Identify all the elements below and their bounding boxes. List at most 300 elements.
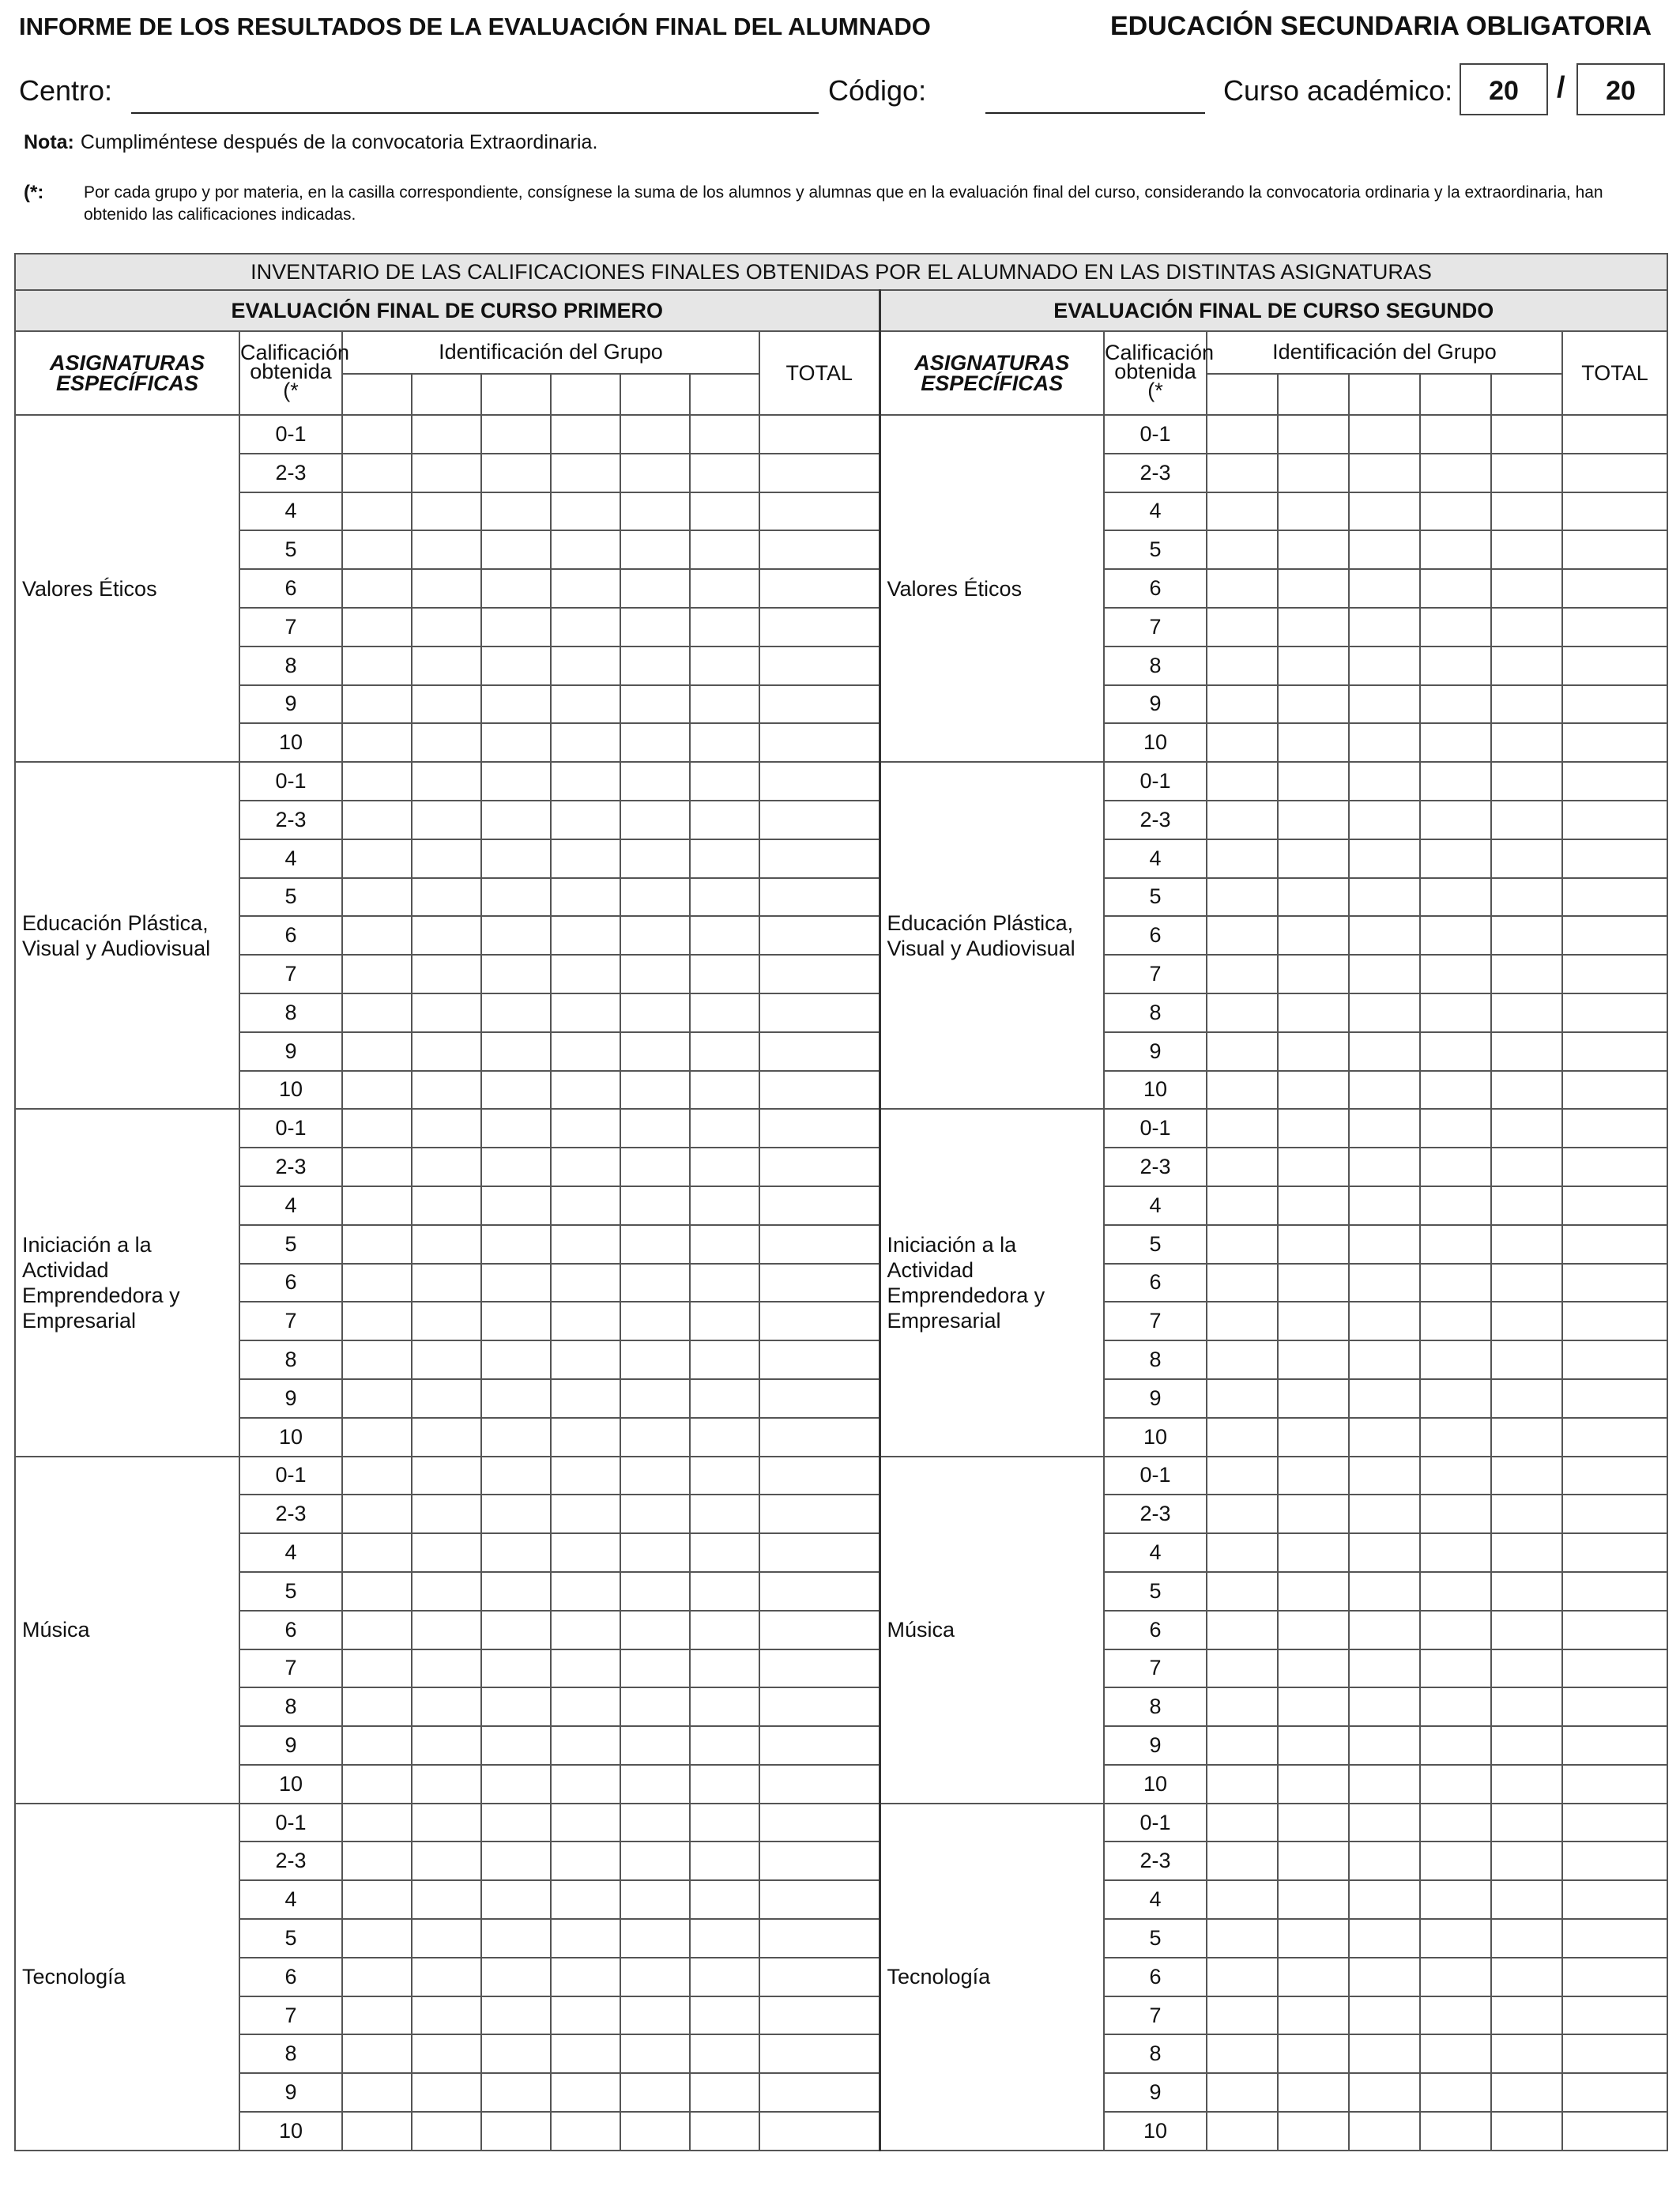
- total-cell[interactable]: [759, 1148, 880, 1186]
- count-cell[interactable]: [1278, 1726, 1349, 1765]
- count-cell[interactable]: [1420, 569, 1491, 608]
- count-cell[interactable]: [412, 878, 481, 917]
- count-cell[interactable]: [551, 1186, 620, 1225]
- count-cell[interactable]: [481, 1572, 551, 1611]
- group-id-cell[interactable]: [690, 374, 759, 415]
- count-cell[interactable]: [690, 1379, 759, 1418]
- count-cell[interactable]: [481, 1340, 551, 1379]
- count-cell[interactable]: [481, 454, 551, 492]
- count-cell[interactable]: [1278, 1071, 1349, 1110]
- count-cell[interactable]: [342, 1340, 412, 1379]
- count-cell[interactable]: [412, 1340, 481, 1379]
- count-cell[interactable]: [551, 723, 620, 762]
- count-cell[interactable]: [1278, 723, 1349, 762]
- count-cell[interactable]: [1420, 1958, 1491, 1996]
- count-cell[interactable]: [1207, 1186, 1278, 1225]
- count-cell[interactable]: [481, 839, 551, 878]
- count-cell[interactable]: [1207, 492, 1278, 531]
- count-cell[interactable]: [1420, 1109, 1491, 1148]
- total-cell[interactable]: [759, 1958, 880, 1996]
- total-cell[interactable]: [1562, 955, 1667, 993]
- count-cell[interactable]: [620, 1032, 690, 1071]
- count-cell[interactable]: [1278, 1148, 1349, 1186]
- total-cell[interactable]: [759, 993, 880, 1032]
- count-cell[interactable]: [1278, 1225, 1349, 1264]
- count-cell[interactable]: [481, 415, 551, 454]
- count-cell[interactable]: [412, 1765, 481, 1804]
- count-cell[interactable]: [1420, 2073, 1491, 2112]
- count-cell[interactable]: [1207, 1996, 1278, 2035]
- count-cell[interactable]: [1349, 993, 1420, 1032]
- count-cell[interactable]: [1491, 1611, 1562, 1649]
- count-cell[interactable]: [1278, 878, 1349, 917]
- count-cell[interactable]: [690, 1071, 759, 1110]
- count-cell[interactable]: [1349, 1109, 1420, 1148]
- count-cell[interactable]: [481, 916, 551, 955]
- count-cell[interactable]: [690, 1418, 759, 1457]
- count-cell[interactable]: [620, 1919, 690, 1958]
- total-cell[interactable]: [759, 1996, 880, 2035]
- count-cell[interactable]: [1420, 916, 1491, 955]
- count-cell[interactable]: [1491, 685, 1562, 724]
- total-cell[interactable]: [759, 2034, 880, 2073]
- count-cell[interactable]: [551, 1071, 620, 1110]
- group-id-cell[interactable]: [620, 374, 690, 415]
- count-cell[interactable]: [481, 1996, 551, 2035]
- count-cell[interactable]: [1207, 1418, 1278, 1457]
- count-cell[interactable]: [620, 492, 690, 531]
- count-cell[interactable]: [1491, 839, 1562, 878]
- total-cell[interactable]: [759, 1687, 880, 1726]
- total-cell[interactable]: [1562, 1919, 1667, 1958]
- count-cell[interactable]: [1207, 1225, 1278, 1264]
- count-cell[interactable]: [481, 1186, 551, 1225]
- total-cell[interactable]: [759, 1418, 880, 1457]
- count-cell[interactable]: [481, 1687, 551, 1726]
- count-cell[interactable]: [1420, 1225, 1491, 1264]
- count-cell[interactable]: [1491, 454, 1562, 492]
- count-cell[interactable]: [1349, 1379, 1420, 1418]
- count-cell[interactable]: [551, 1302, 620, 1340]
- count-cell[interactable]: [412, 955, 481, 993]
- total-cell[interactable]: [1562, 1572, 1667, 1611]
- count-cell[interactable]: [481, 1457, 551, 1495]
- total-cell[interactable]: [759, 530, 880, 569]
- total-cell[interactable]: [1562, 2073, 1667, 2112]
- total-cell[interactable]: [1562, 1379, 1667, 1418]
- count-cell[interactable]: [1491, 1302, 1562, 1340]
- total-cell[interactable]: [759, 801, 880, 839]
- count-cell[interactable]: [620, 608, 690, 647]
- count-cell[interactable]: [690, 1919, 759, 1958]
- total-cell[interactable]: [759, 1340, 880, 1379]
- count-cell[interactable]: [1278, 1032, 1349, 1071]
- count-cell[interactable]: [551, 878, 620, 917]
- total-cell[interactable]: [759, 1109, 880, 1148]
- count-cell[interactable]: [1278, 1804, 1349, 1842]
- group-id-cell[interactable]: [1420, 374, 1491, 415]
- count-cell[interactable]: [1207, 1572, 1278, 1611]
- count-cell[interactable]: [1420, 723, 1491, 762]
- total-cell[interactable]: [759, 1225, 880, 1264]
- count-cell[interactable]: [1420, 1533, 1491, 1572]
- count-cell[interactable]: [1349, 454, 1420, 492]
- count-cell[interactable]: [412, 1958, 481, 1996]
- total-cell[interactable]: [1562, 1804, 1667, 1842]
- count-cell[interactable]: [690, 801, 759, 839]
- count-cell[interactable]: [481, 955, 551, 993]
- count-cell[interactable]: [690, 1765, 759, 1804]
- total-cell[interactable]: [759, 1457, 880, 1495]
- count-cell[interactable]: [342, 1032, 412, 1071]
- count-cell[interactable]: [551, 1109, 620, 1148]
- count-cell[interactable]: [690, 1842, 759, 1880]
- total-cell[interactable]: [1562, 492, 1667, 531]
- group-id-cell[interactable]: [412, 374, 481, 415]
- count-cell[interactable]: [342, 1649, 412, 1688]
- count-cell[interactable]: [1349, 1071, 1420, 1110]
- count-cell[interactable]: [551, 647, 620, 685]
- count-cell[interactable]: [1349, 762, 1420, 801]
- count-cell[interactable]: [1207, 1958, 1278, 1996]
- total-cell[interactable]: [1562, 1880, 1667, 1919]
- count-cell[interactable]: [342, 569, 412, 608]
- count-cell[interactable]: [1420, 878, 1491, 917]
- count-cell[interactable]: [1420, 415, 1491, 454]
- count-cell[interactable]: [412, 569, 481, 608]
- count-cell[interactable]: [481, 569, 551, 608]
- count-cell[interactable]: [1207, 415, 1278, 454]
- count-cell[interactable]: [1278, 1533, 1349, 1572]
- total-cell[interactable]: [1562, 1996, 1667, 2035]
- count-cell[interactable]: [1420, 1842, 1491, 1880]
- count-cell[interactable]: [690, 1687, 759, 1726]
- count-cell[interactable]: [1207, 955, 1278, 993]
- count-cell[interactable]: [412, 839, 481, 878]
- count-cell[interactable]: [1278, 569, 1349, 608]
- count-cell[interactable]: [342, 1765, 412, 1804]
- count-cell[interactable]: [690, 993, 759, 1032]
- count-cell[interactable]: [1349, 1148, 1420, 1186]
- count-cell[interactable]: [342, 415, 412, 454]
- total-cell[interactable]: [759, 1649, 880, 1688]
- total-cell[interactable]: [759, 415, 880, 454]
- count-cell[interactable]: [1491, 878, 1562, 917]
- count-cell[interactable]: [620, 1996, 690, 2035]
- count-cell[interactable]: [551, 415, 620, 454]
- count-cell[interactable]: [690, 530, 759, 569]
- count-cell[interactable]: [1278, 685, 1349, 724]
- count-cell[interactable]: [620, 1418, 690, 1457]
- count-cell[interactable]: [1491, 2073, 1562, 2112]
- count-cell[interactable]: [551, 1958, 620, 1996]
- count-cell[interactable]: [1278, 1687, 1349, 1726]
- count-cell[interactable]: [620, 454, 690, 492]
- count-cell[interactable]: [1207, 2034, 1278, 2073]
- count-cell[interactable]: [551, 1340, 620, 1379]
- count-cell[interactable]: [1278, 1186, 1349, 1225]
- count-cell[interactable]: [690, 1611, 759, 1649]
- count-cell[interactable]: [342, 1572, 412, 1611]
- count-cell[interactable]: [1491, 1996, 1562, 2035]
- count-cell[interactable]: [690, 1109, 759, 1148]
- count-cell[interactable]: [620, 993, 690, 1032]
- total-cell[interactable]: [1562, 1687, 1667, 1726]
- count-cell[interactable]: [551, 1572, 620, 1611]
- count-cell[interactable]: [1278, 1457, 1349, 1495]
- count-cell[interactable]: [412, 2112, 481, 2151]
- group-id-cell[interactable]: [1349, 374, 1420, 415]
- count-cell[interactable]: [690, 762, 759, 801]
- total-cell[interactable]: [759, 2073, 880, 2112]
- count-cell[interactable]: [481, 1264, 551, 1302]
- count-cell[interactable]: [1349, 1418, 1420, 1457]
- count-cell[interactable]: [1207, 839, 1278, 878]
- count-cell[interactable]: [620, 1071, 690, 1110]
- count-cell[interactable]: [1207, 1340, 1278, 1379]
- count-cell[interactable]: [1207, 1842, 1278, 1880]
- count-cell[interactable]: [342, 1225, 412, 1264]
- count-cell[interactable]: [551, 993, 620, 1032]
- count-cell[interactable]: [620, 955, 690, 993]
- count-cell[interactable]: [1491, 1880, 1562, 1919]
- count-cell[interactable]: [1207, 1611, 1278, 1649]
- count-cell[interactable]: [1349, 723, 1420, 762]
- count-cell[interactable]: [1349, 1032, 1420, 1071]
- count-cell[interactable]: [1420, 1418, 1491, 1457]
- total-cell[interactable]: [759, 1186, 880, 1225]
- count-cell[interactable]: [1278, 415, 1349, 454]
- count-cell[interactable]: [690, 1880, 759, 1919]
- count-cell[interactable]: [342, 1148, 412, 1186]
- count-cell[interactable]: [690, 1572, 759, 1611]
- count-cell[interactable]: [1420, 1880, 1491, 1919]
- count-cell[interactable]: [551, 530, 620, 569]
- count-cell[interactable]: [412, 801, 481, 839]
- count-cell[interactable]: [1420, 2112, 1491, 2151]
- count-cell[interactable]: [1491, 1495, 1562, 1533]
- count-cell[interactable]: [620, 1842, 690, 1880]
- count-cell[interactable]: [690, 1495, 759, 1533]
- count-cell[interactable]: [620, 1148, 690, 1186]
- total-cell[interactable]: [759, 1611, 880, 1649]
- count-cell[interactable]: [1420, 647, 1491, 685]
- count-cell[interactable]: [1349, 647, 1420, 685]
- count-cell[interactable]: [1349, 1225, 1420, 1264]
- count-cell[interactable]: [620, 1958, 690, 1996]
- total-cell[interactable]: [759, 878, 880, 917]
- count-cell[interactable]: [1491, 1032, 1562, 1071]
- count-cell[interactable]: [620, 2073, 690, 2112]
- count-cell[interactable]: [412, 1611, 481, 1649]
- count-cell[interactable]: [412, 608, 481, 647]
- count-cell[interactable]: [1207, 608, 1278, 647]
- count-cell[interactable]: [1207, 1726, 1278, 1765]
- total-cell[interactable]: [1562, 1302, 1667, 1340]
- count-cell[interactable]: [1349, 1264, 1420, 1302]
- count-cell[interactable]: [620, 1726, 690, 1765]
- count-cell[interactable]: [620, 878, 690, 917]
- count-cell[interactable]: [551, 1225, 620, 1264]
- count-cell[interactable]: [620, 415, 690, 454]
- count-cell[interactable]: [1278, 1765, 1349, 1804]
- count-cell[interactable]: [481, 723, 551, 762]
- count-cell[interactable]: [551, 569, 620, 608]
- total-cell[interactable]: [759, 492, 880, 531]
- total-cell[interactable]: [1562, 1958, 1667, 1996]
- count-cell[interactable]: [620, 1533, 690, 1572]
- count-cell[interactable]: [481, 1418, 551, 1457]
- count-cell[interactable]: [412, 1148, 481, 1186]
- total-cell[interactable]: [1562, 1457, 1667, 1495]
- count-cell[interactable]: [1278, 1611, 1349, 1649]
- count-cell[interactable]: [620, 1765, 690, 1804]
- count-cell[interactable]: [412, 1687, 481, 1726]
- count-cell[interactable]: [1420, 1804, 1491, 1842]
- count-cell[interactable]: [551, 1842, 620, 1880]
- count-cell[interactable]: [1349, 916, 1420, 955]
- total-cell[interactable]: [759, 1842, 880, 1880]
- count-cell[interactable]: [1207, 1379, 1278, 1418]
- count-cell[interactable]: [690, 569, 759, 608]
- count-cell[interactable]: [1207, 1457, 1278, 1495]
- count-cell[interactable]: [1278, 1340, 1349, 1379]
- total-cell[interactable]: [1562, 1533, 1667, 1572]
- count-cell[interactable]: [1491, 1264, 1562, 1302]
- count-cell[interactable]: [1207, 1071, 1278, 1110]
- count-cell[interactable]: [1349, 1880, 1420, 1919]
- count-cell[interactable]: [1278, 1418, 1349, 1457]
- total-cell[interactable]: [1562, 878, 1667, 917]
- count-cell[interactable]: [342, 1880, 412, 1919]
- total-cell[interactable]: [1562, 1495, 1667, 1533]
- count-cell[interactable]: [551, 1611, 620, 1649]
- count-cell[interactable]: [690, 878, 759, 917]
- total-cell[interactable]: [1562, 1611, 1667, 1649]
- count-cell[interactable]: [551, 1495, 620, 1533]
- count-cell[interactable]: [620, 1264, 690, 1302]
- count-cell[interactable]: [342, 1533, 412, 1572]
- centro-field[interactable]: [131, 112, 819, 114]
- year-end-box[interactable]: 20: [1576, 63, 1665, 115]
- count-cell[interactable]: [1420, 1148, 1491, 1186]
- count-cell[interactable]: [1207, 801, 1278, 839]
- year-start-box[interactable]: 20: [1460, 63, 1548, 115]
- count-cell[interactable]: [1491, 1687, 1562, 1726]
- count-cell[interactable]: [342, 608, 412, 647]
- count-cell[interactable]: [690, 1649, 759, 1688]
- count-cell[interactable]: [342, 1186, 412, 1225]
- count-cell[interactable]: [1207, 454, 1278, 492]
- count-cell[interactable]: [690, 955, 759, 993]
- total-cell[interactable]: [1562, 801, 1667, 839]
- count-cell[interactable]: [412, 530, 481, 569]
- count-cell[interactable]: [342, 1495, 412, 1533]
- count-cell[interactable]: [1491, 1726, 1562, 1765]
- count-cell[interactable]: [551, 839, 620, 878]
- total-cell[interactable]: [1562, 1340, 1667, 1379]
- total-cell[interactable]: [759, 454, 880, 492]
- count-cell[interactable]: [412, 1842, 481, 1880]
- count-cell[interactable]: [1420, 1687, 1491, 1726]
- count-cell[interactable]: [342, 1842, 412, 1880]
- count-cell[interactable]: [551, 916, 620, 955]
- total-cell[interactable]: [1562, 2034, 1667, 2073]
- count-cell[interactable]: [1491, 1071, 1562, 1110]
- count-cell[interactable]: [690, 1225, 759, 1264]
- count-cell[interactable]: [551, 801, 620, 839]
- total-cell[interactable]: [1562, 530, 1667, 569]
- count-cell[interactable]: [481, 608, 551, 647]
- count-cell[interactable]: [481, 1533, 551, 1572]
- total-cell[interactable]: [1562, 569, 1667, 608]
- count-cell[interactable]: [1491, 1649, 1562, 1688]
- codigo-field[interactable]: [985, 112, 1205, 114]
- count-cell[interactable]: [690, 839, 759, 878]
- count-cell[interactable]: [1420, 801, 1491, 839]
- total-cell[interactable]: [1562, 608, 1667, 647]
- count-cell[interactable]: [690, 492, 759, 531]
- count-cell[interactable]: [1207, 1109, 1278, 1148]
- count-cell[interactable]: [342, 2112, 412, 2151]
- count-cell[interactable]: [620, 1880, 690, 1919]
- total-cell[interactable]: [759, 955, 880, 993]
- count-cell[interactable]: [551, 762, 620, 801]
- count-cell[interactable]: [620, 801, 690, 839]
- count-cell[interactable]: [1278, 1996, 1349, 2035]
- count-cell[interactable]: [1278, 993, 1349, 1032]
- count-cell[interactable]: [342, 1687, 412, 1726]
- count-cell[interactable]: [1207, 916, 1278, 955]
- count-cell[interactable]: [1207, 1804, 1278, 1842]
- count-cell[interactable]: [690, 1340, 759, 1379]
- count-cell[interactable]: [1278, 2073, 1349, 2112]
- count-cell[interactable]: [412, 1457, 481, 1495]
- count-cell[interactable]: [1349, 878, 1420, 917]
- count-cell[interactable]: [342, 1611, 412, 1649]
- count-cell[interactable]: [1349, 1842, 1420, 1880]
- count-cell[interactable]: [620, 1649, 690, 1688]
- count-cell[interactable]: [1420, 492, 1491, 531]
- count-cell[interactable]: [1491, 1804, 1562, 1842]
- count-cell[interactable]: [412, 1996, 481, 2035]
- count-cell[interactable]: [620, 569, 690, 608]
- group-id-cell[interactable]: [1207, 374, 1278, 415]
- count-cell[interactable]: [412, 2073, 481, 2112]
- total-cell[interactable]: [759, 1726, 880, 1765]
- count-cell[interactable]: [481, 1919, 551, 1958]
- count-cell[interactable]: [1491, 762, 1562, 801]
- count-cell[interactable]: [1491, 1340, 1562, 1379]
- count-cell[interactable]: [1349, 1919, 1420, 1958]
- count-cell[interactable]: [342, 801, 412, 839]
- count-cell[interactable]: [1491, 1842, 1562, 1880]
- total-cell[interactable]: [1562, 647, 1667, 685]
- count-cell[interactable]: [412, 1649, 481, 1688]
- count-cell[interactable]: [1420, 1032, 1491, 1071]
- count-cell[interactable]: [342, 492, 412, 531]
- count-cell[interactable]: [690, 723, 759, 762]
- count-cell[interactable]: [342, 1726, 412, 1765]
- count-cell[interactable]: [481, 530, 551, 569]
- count-cell[interactable]: [1207, 530, 1278, 569]
- count-cell[interactable]: [481, 1148, 551, 1186]
- count-cell[interactable]: [342, 723, 412, 762]
- count-cell[interactable]: [481, 685, 551, 724]
- count-cell[interactable]: [481, 492, 551, 531]
- total-cell[interactable]: [759, 1919, 880, 1958]
- total-cell[interactable]: [1562, 1225, 1667, 1264]
